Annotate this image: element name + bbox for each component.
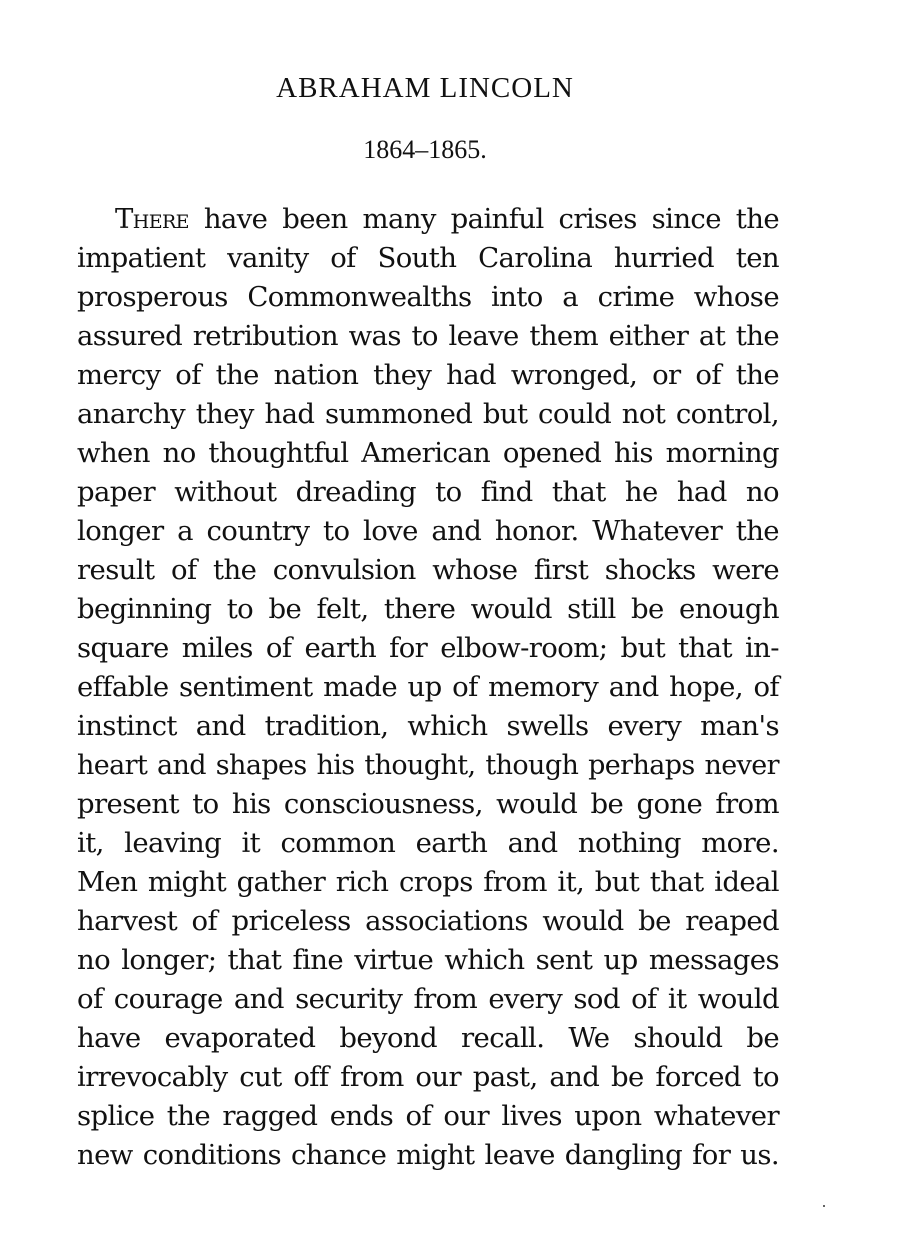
paragraph-line: no longer; that fine virtue which sent up messages	[77, 944, 779, 976]
page-title: ABRAHAM LINCOLN	[276, 72, 574, 104]
paragraph-line: Men might gather rich crops from it, but that ideal	[77, 866, 779, 898]
first-line-text: have been many painful crises since the	[188, 203, 779, 235]
paragraph-line	[77, 200, 779, 239]
paragraph-line: irrevocably cut off from our past, and be forced to	[77, 1061, 779, 1093]
paragraph-line: mercy of the nation they had wronged, or of the	[77, 359, 779, 391]
paragraph-line: anarchy they had summoned but could not control,	[77, 398, 779, 430]
paragraph-line: result of the convulsion whose first shocks were	[77, 554, 779, 586]
paragraph-line: paper without dreading to find that he had no	[77, 476, 779, 508]
paragraph-line: effable sentiment made up of memory and hope, of	[77, 671, 779, 703]
paragraph-line: impatient vanity of South Carolina hurried ten	[77, 242, 779, 274]
paragraph-line: square miles of earth for elbow-room; but that in-	[77, 632, 779, 664]
print-speck	[823, 1205, 825, 1207]
paragraph-line: assured retribution was to leave them either at the	[77, 320, 779, 352]
paragraph-line: beginning to be felt, there would still be enough	[77, 593, 779, 625]
paragraph-line: instinct and tradition, which swells every man's	[77, 710, 779, 742]
paragraph-line: splice the ragged ends of our lives upon whatever	[77, 1100, 779, 1132]
body-paragraph	[77, 200, 779, 1175]
paragraph-line: it, leaving it common earth and nothing more.	[77, 827, 779, 859]
paragraph-line: heart and shapes his thought, though perhaps never	[77, 750, 779, 781]
paragraph-line: have evaporated beyond recall. We should be	[77, 1022, 779, 1054]
paragraph-line: when no thoughtful American opened his morning	[77, 437, 779, 469]
paragraph-line: longer a country to love and honor. Whatever the	[77, 515, 779, 547]
paragraph-line: of courage and security from every sod of it would	[77, 983, 779, 1015]
paragraph-line: prosperous Commonwealths into a crime whose	[77, 281, 779, 313]
paragraph-line: new conditions chance might leave dangling for us.	[77, 1139, 779, 1171]
opening-word: There	[115, 203, 189, 235]
paragraph-line: harvest of priceless associations would be reaped	[77, 905, 779, 937]
date-range-subtitle: 1864–1865.	[363, 135, 487, 164]
paragraph-line: present to his consciousness, would be gone from	[77, 788, 779, 820]
